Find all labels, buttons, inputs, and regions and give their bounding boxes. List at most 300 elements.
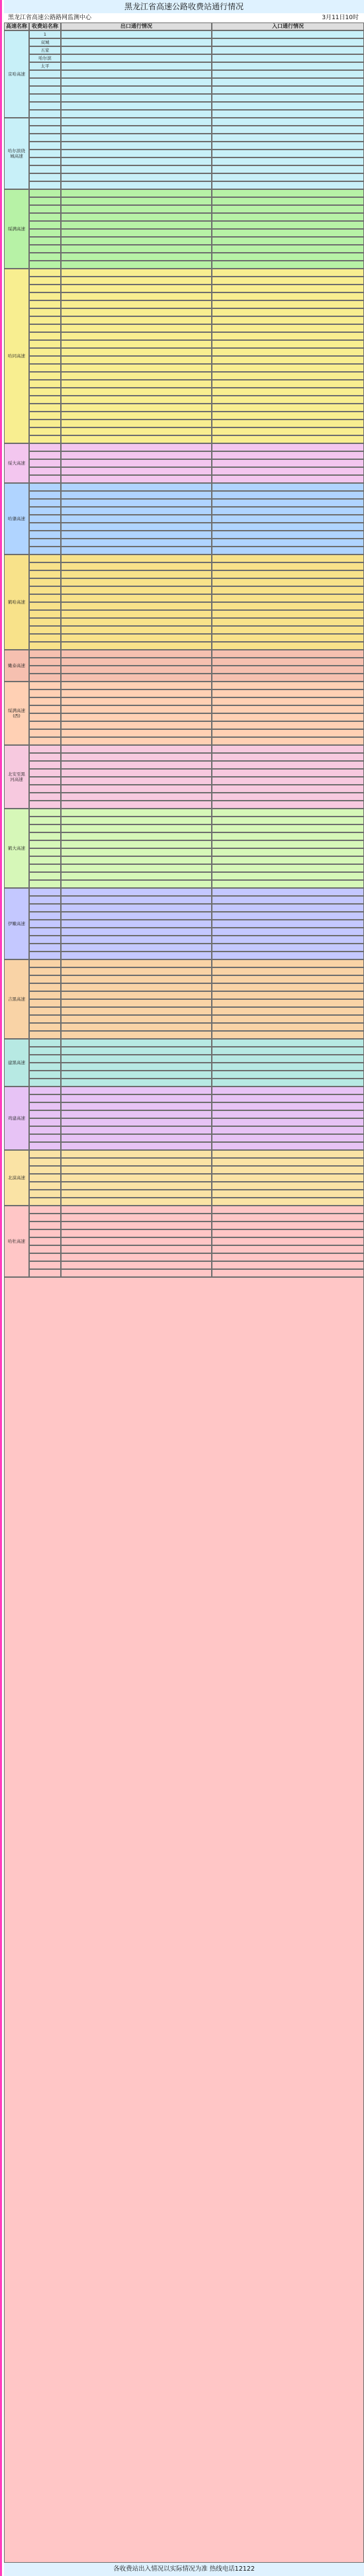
entry-status	[212, 181, 364, 189]
exit-status	[61, 165, 212, 173]
exit-status	[61, 197, 212, 205]
exit-status	[61, 610, 212, 618]
exit-status	[61, 1118, 212, 1126]
station-name	[29, 983, 61, 991]
station-name	[29, 118, 61, 126]
exit-status	[61, 142, 212, 150]
entry-status	[212, 483, 364, 491]
exit-status	[61, 888, 212, 896]
exit-status	[61, 531, 212, 539]
exit-status	[61, 817, 212, 824]
entry-status	[212, 515, 364, 523]
entry-status	[212, 642, 364, 650]
entry-status	[212, 356, 364, 364]
entry-status	[212, 1253, 364, 1261]
entry-status	[212, 1150, 364, 1158]
entry-status	[212, 753, 364, 761]
station-name	[29, 285, 61, 292]
header-road: 高速名称	[4, 22, 29, 30]
entry-status	[212, 173, 364, 181]
station-name	[29, 1047, 61, 1055]
entry-status	[212, 975, 364, 983]
entry-status	[212, 62, 364, 70]
exit-status	[61, 1229, 212, 1237]
entry-status	[212, 840, 364, 848]
exit-status	[61, 435, 212, 443]
exit-status	[61, 157, 212, 165]
exit-status	[61, 920, 212, 928]
entry-status	[212, 1102, 364, 1110]
exit-status	[61, 356, 212, 364]
entry-status	[212, 1071, 364, 1079]
station-name	[29, 340, 61, 348]
exit-status	[61, 848, 212, 856]
station-name	[29, 380, 61, 388]
station-name	[29, 1110, 61, 1118]
road-name: 哈牡高速	[4, 1206, 29, 1277]
station-name	[29, 1007, 61, 1015]
entry-status	[212, 586, 364, 594]
entry-status	[212, 1110, 364, 1118]
station-name	[29, 586, 61, 594]
road-name: 哈尔滨绕城高速	[4, 118, 29, 189]
exit-status	[61, 1079, 212, 1087]
road-name: 鸡建高速	[4, 1087, 29, 1150]
entry-status	[212, 817, 364, 824]
station-name	[29, 467, 61, 475]
entry-status	[212, 872, 364, 880]
station-name	[29, 1063, 61, 1071]
station-name	[29, 404, 61, 412]
entry-status	[212, 991, 364, 999]
station-name	[29, 157, 61, 165]
station-name	[29, 205, 61, 213]
exit-status	[61, 1110, 212, 1118]
exit-status	[61, 570, 212, 578]
road-name: 绥满高速	[4, 189, 29, 269]
exit-status	[61, 340, 212, 348]
exit-status	[61, 173, 212, 181]
station-name	[29, 1198, 61, 1206]
entry-status	[212, 372, 364, 380]
station-name	[29, 491, 61, 499]
entry-status	[212, 221, 364, 229]
entry-status	[212, 539, 364, 547]
entry-status	[212, 451, 364, 459]
entry-status	[212, 94, 364, 102]
exit-status	[61, 769, 212, 777]
road-name: 北安至黑河高速	[4, 745, 29, 809]
entry-status	[212, 388, 364, 396]
entry-status	[212, 364, 364, 372]
exit-status	[61, 237, 212, 245]
exit-status	[61, 269, 212, 277]
station-name	[29, 78, 61, 86]
entry-status	[212, 555, 364, 562]
exit-status	[61, 523, 212, 531]
exit-status	[61, 912, 212, 920]
entry-status	[212, 467, 364, 475]
exit-status	[61, 1198, 212, 1206]
entry-status	[212, 1206, 364, 1214]
station-name	[29, 952, 61, 959]
station-name	[29, 1166, 61, 1174]
entry-status	[212, 618, 364, 626]
station-name	[29, 682, 61, 689]
entry-status	[212, 1158, 364, 1166]
entry-status	[212, 435, 364, 443]
exit-status	[61, 1015, 212, 1023]
page-title: 黑龙江省高速公路收费站通行情况	[4, 0, 364, 13]
station-name	[29, 650, 61, 658]
exit-status	[61, 134, 212, 142]
exit-status	[61, 824, 212, 832]
entry-status	[212, 475, 364, 483]
entry-status	[212, 666, 364, 674]
entry-status	[212, 920, 364, 928]
exit-status	[61, 864, 212, 872]
entry-status	[212, 801, 364, 809]
entry-status	[212, 952, 364, 959]
exit-status	[61, 904, 212, 912]
station-name	[29, 420, 61, 427]
station-name	[29, 1079, 61, 1087]
station-name	[29, 356, 61, 364]
road-name: 嫩泰高速	[4, 650, 29, 682]
entry-status	[212, 896, 364, 904]
exit-status	[61, 1206, 212, 1214]
entry-status	[212, 38, 364, 46]
entry-status	[212, 1214, 364, 1221]
entry-status	[212, 848, 364, 856]
road-name: 京哈高速	[4, 30, 29, 118]
entry-status	[212, 1269, 364, 1277]
road-name: 吉黑高速	[4, 959, 29, 1039]
exit-status	[61, 1245, 212, 1253]
entry-status	[212, 348, 364, 356]
exit-status	[61, 1102, 212, 1110]
entry-status	[212, 404, 364, 412]
exit-status	[61, 880, 212, 888]
issuer-label: 黑龙江省高速公路路网监测中心	[8, 15, 92, 21]
exit-status	[61, 634, 212, 642]
station-name: 双城	[29, 38, 61, 46]
exit-status	[61, 689, 212, 697]
road-name: 建黑高速	[4, 1039, 29, 1087]
station-name	[29, 1253, 61, 1261]
entry-status	[212, 729, 364, 737]
exit-status	[61, 761, 212, 769]
station-name	[29, 1094, 61, 1102]
station-name: 哈尔滨	[29, 54, 61, 62]
station-name	[29, 562, 61, 570]
entry-status	[212, 928, 364, 936]
station-name	[29, 372, 61, 380]
exit-status	[61, 959, 212, 967]
station-name	[29, 1039, 61, 1047]
entry-status	[212, 769, 364, 777]
station-name	[29, 165, 61, 173]
station-name	[29, 967, 61, 975]
entry-status	[212, 1047, 364, 1055]
station-name: 太平	[29, 62, 61, 70]
road-name: 鹤哈高速	[4, 555, 29, 650]
exit-status	[61, 658, 212, 666]
station-name	[29, 1237, 61, 1245]
station-name	[29, 904, 61, 912]
entry-status	[212, 888, 364, 896]
station-name	[29, 229, 61, 237]
entry-status	[212, 285, 364, 292]
exit-status	[61, 1237, 212, 1245]
entry-status	[212, 70, 364, 78]
entry-status	[212, 983, 364, 991]
exit-status	[61, 1221, 212, 1229]
station-name	[29, 1214, 61, 1221]
exit-status	[61, 1190, 212, 1198]
exit-status	[61, 809, 212, 817]
station-name	[29, 1150, 61, 1158]
entry-status	[212, 245, 364, 253]
station-name	[29, 70, 61, 78]
entry-status	[212, 102, 364, 110]
station-name	[29, 1182, 61, 1190]
exit-status	[61, 308, 212, 316]
exit-status	[61, 1023, 212, 1031]
road-name: 绥满高速(西)	[4, 682, 29, 745]
exit-status	[61, 832, 212, 840]
station-name	[29, 999, 61, 1007]
entry-status	[212, 165, 364, 173]
station-name	[29, 499, 61, 507]
station-name	[29, 1118, 61, 1126]
exit-status	[61, 332, 212, 340]
station-name	[29, 86, 61, 94]
entry-status	[212, 713, 364, 721]
station-name: 五家	[29, 46, 61, 54]
entry-status	[212, 1007, 364, 1015]
exit-status	[61, 1261, 212, 1269]
entry-status	[212, 332, 364, 340]
entry-status	[212, 658, 364, 666]
station-name	[29, 888, 61, 896]
exit-status	[61, 70, 212, 78]
exit-status	[61, 967, 212, 975]
entry-status	[212, 380, 364, 388]
station-name	[29, 602, 61, 610]
station-name	[29, 451, 61, 459]
exit-status	[61, 499, 212, 507]
entry-status	[212, 237, 364, 245]
exit-status	[61, 388, 212, 396]
entry-status	[212, 959, 364, 967]
entry-status	[212, 809, 364, 817]
station-name	[29, 1134, 61, 1142]
exit-status	[61, 348, 212, 356]
entry-status	[212, 118, 364, 126]
station-name	[29, 189, 61, 197]
station-name	[29, 308, 61, 316]
exit-status	[61, 856, 212, 864]
station-name	[29, 1031, 61, 1039]
exit-status	[61, 785, 212, 793]
exit-status	[61, 944, 212, 952]
exit-status	[61, 777, 212, 785]
station-name	[29, 944, 61, 952]
exit-status	[61, 412, 212, 420]
exit-status	[61, 594, 212, 602]
exit-status	[61, 1071, 212, 1079]
entry-status	[212, 420, 364, 427]
station-name	[29, 1023, 61, 1031]
exit-status	[61, 443, 212, 451]
entry-status	[212, 30, 364, 38]
station-name	[29, 880, 61, 888]
station-name	[29, 920, 61, 928]
entry-status	[212, 1087, 364, 1094]
exit-status	[61, 459, 212, 467]
exit-status	[61, 364, 212, 372]
station-name	[29, 864, 61, 872]
entry-status	[212, 634, 364, 642]
station-name	[29, 793, 61, 801]
exit-status	[61, 420, 212, 427]
exit-status	[61, 467, 212, 475]
station-name	[29, 1261, 61, 1269]
station-name	[29, 840, 61, 848]
exit-status	[61, 292, 212, 300]
station-name	[29, 1174, 61, 1182]
exit-status	[61, 285, 212, 292]
exit-status	[61, 666, 212, 674]
exit-status	[61, 372, 212, 380]
exit-status	[61, 983, 212, 991]
station-name	[29, 1015, 61, 1023]
exit-status	[61, 1214, 212, 1221]
station-name	[29, 150, 61, 157]
exit-status	[61, 555, 212, 562]
entry-status	[212, 967, 364, 975]
entry-status	[212, 269, 364, 277]
station-name	[29, 1087, 61, 1094]
exit-status	[61, 674, 212, 682]
station-name	[29, 594, 61, 602]
station-name	[29, 618, 61, 626]
station-name	[29, 221, 61, 229]
station-name	[29, 110, 61, 118]
entry-status	[212, 1063, 364, 1071]
station-name	[29, 832, 61, 840]
station-name	[29, 1126, 61, 1134]
station-name	[29, 102, 61, 110]
station-name	[29, 705, 61, 713]
entry-status	[212, 1126, 364, 1134]
exit-status	[61, 1047, 212, 1055]
entry-status	[212, 745, 364, 753]
entry-status	[212, 1182, 364, 1190]
station-name	[29, 666, 61, 674]
exit-status	[61, 729, 212, 737]
entry-status	[212, 562, 364, 570]
station-name	[29, 848, 61, 856]
station-name	[29, 348, 61, 356]
entry-status	[212, 864, 364, 872]
station-name	[29, 975, 61, 983]
station-name	[29, 729, 61, 737]
exit-status	[61, 1055, 212, 1063]
station-name	[29, 1229, 61, 1237]
entry-status	[212, 912, 364, 920]
entry-status	[212, 150, 364, 157]
entry-status	[212, 213, 364, 221]
entry-status	[212, 594, 364, 602]
entry-status	[212, 1118, 364, 1126]
station-name	[29, 610, 61, 618]
exit-status	[61, 475, 212, 483]
station-name	[29, 547, 61, 555]
entry-status	[212, 134, 364, 142]
exit-status	[61, 118, 212, 126]
entry-status	[212, 54, 364, 62]
station-name	[29, 531, 61, 539]
entry-status	[212, 1079, 364, 1087]
entry-status	[212, 46, 364, 54]
exit-status	[61, 94, 212, 102]
station-name	[29, 801, 61, 809]
station-name	[29, 388, 61, 396]
exit-status	[61, 602, 212, 610]
entry-status	[212, 705, 364, 713]
exit-status	[61, 737, 212, 745]
entry-status	[212, 999, 364, 1007]
entry-status	[212, 610, 364, 618]
entry-status	[212, 1221, 364, 1229]
entry-status	[212, 1134, 364, 1142]
entry-status	[212, 507, 364, 515]
exit-status	[61, 277, 212, 285]
entry-status	[212, 547, 364, 555]
station-name	[29, 1071, 61, 1079]
road-name: 北漠高速	[4, 1150, 29, 1206]
road-name: 哈同高速	[4, 269, 29, 443]
entry-status	[212, 856, 364, 864]
station-name	[29, 523, 61, 531]
exit-status	[61, 618, 212, 626]
entry-status	[212, 1229, 364, 1237]
exit-status	[61, 753, 212, 761]
timestamp-label: 3月11日10时	[322, 15, 359, 21]
exit-status	[61, 380, 212, 388]
exit-status	[61, 213, 212, 221]
exit-status	[61, 1166, 212, 1174]
station-name	[29, 856, 61, 864]
entry-status	[212, 86, 364, 94]
station-name	[29, 872, 61, 880]
entry-status	[212, 1015, 364, 1023]
station-name	[29, 324, 61, 332]
exit-status	[61, 1087, 212, 1094]
exit-status	[61, 586, 212, 594]
entry-status	[212, 602, 364, 610]
entry-status	[212, 523, 364, 531]
entry-status	[212, 427, 364, 435]
exit-status	[61, 1174, 212, 1182]
entry-status	[212, 142, 364, 150]
station-name	[29, 689, 61, 697]
entry-status	[212, 777, 364, 785]
exit-status	[61, 1142, 212, 1150]
station-name	[29, 697, 61, 705]
